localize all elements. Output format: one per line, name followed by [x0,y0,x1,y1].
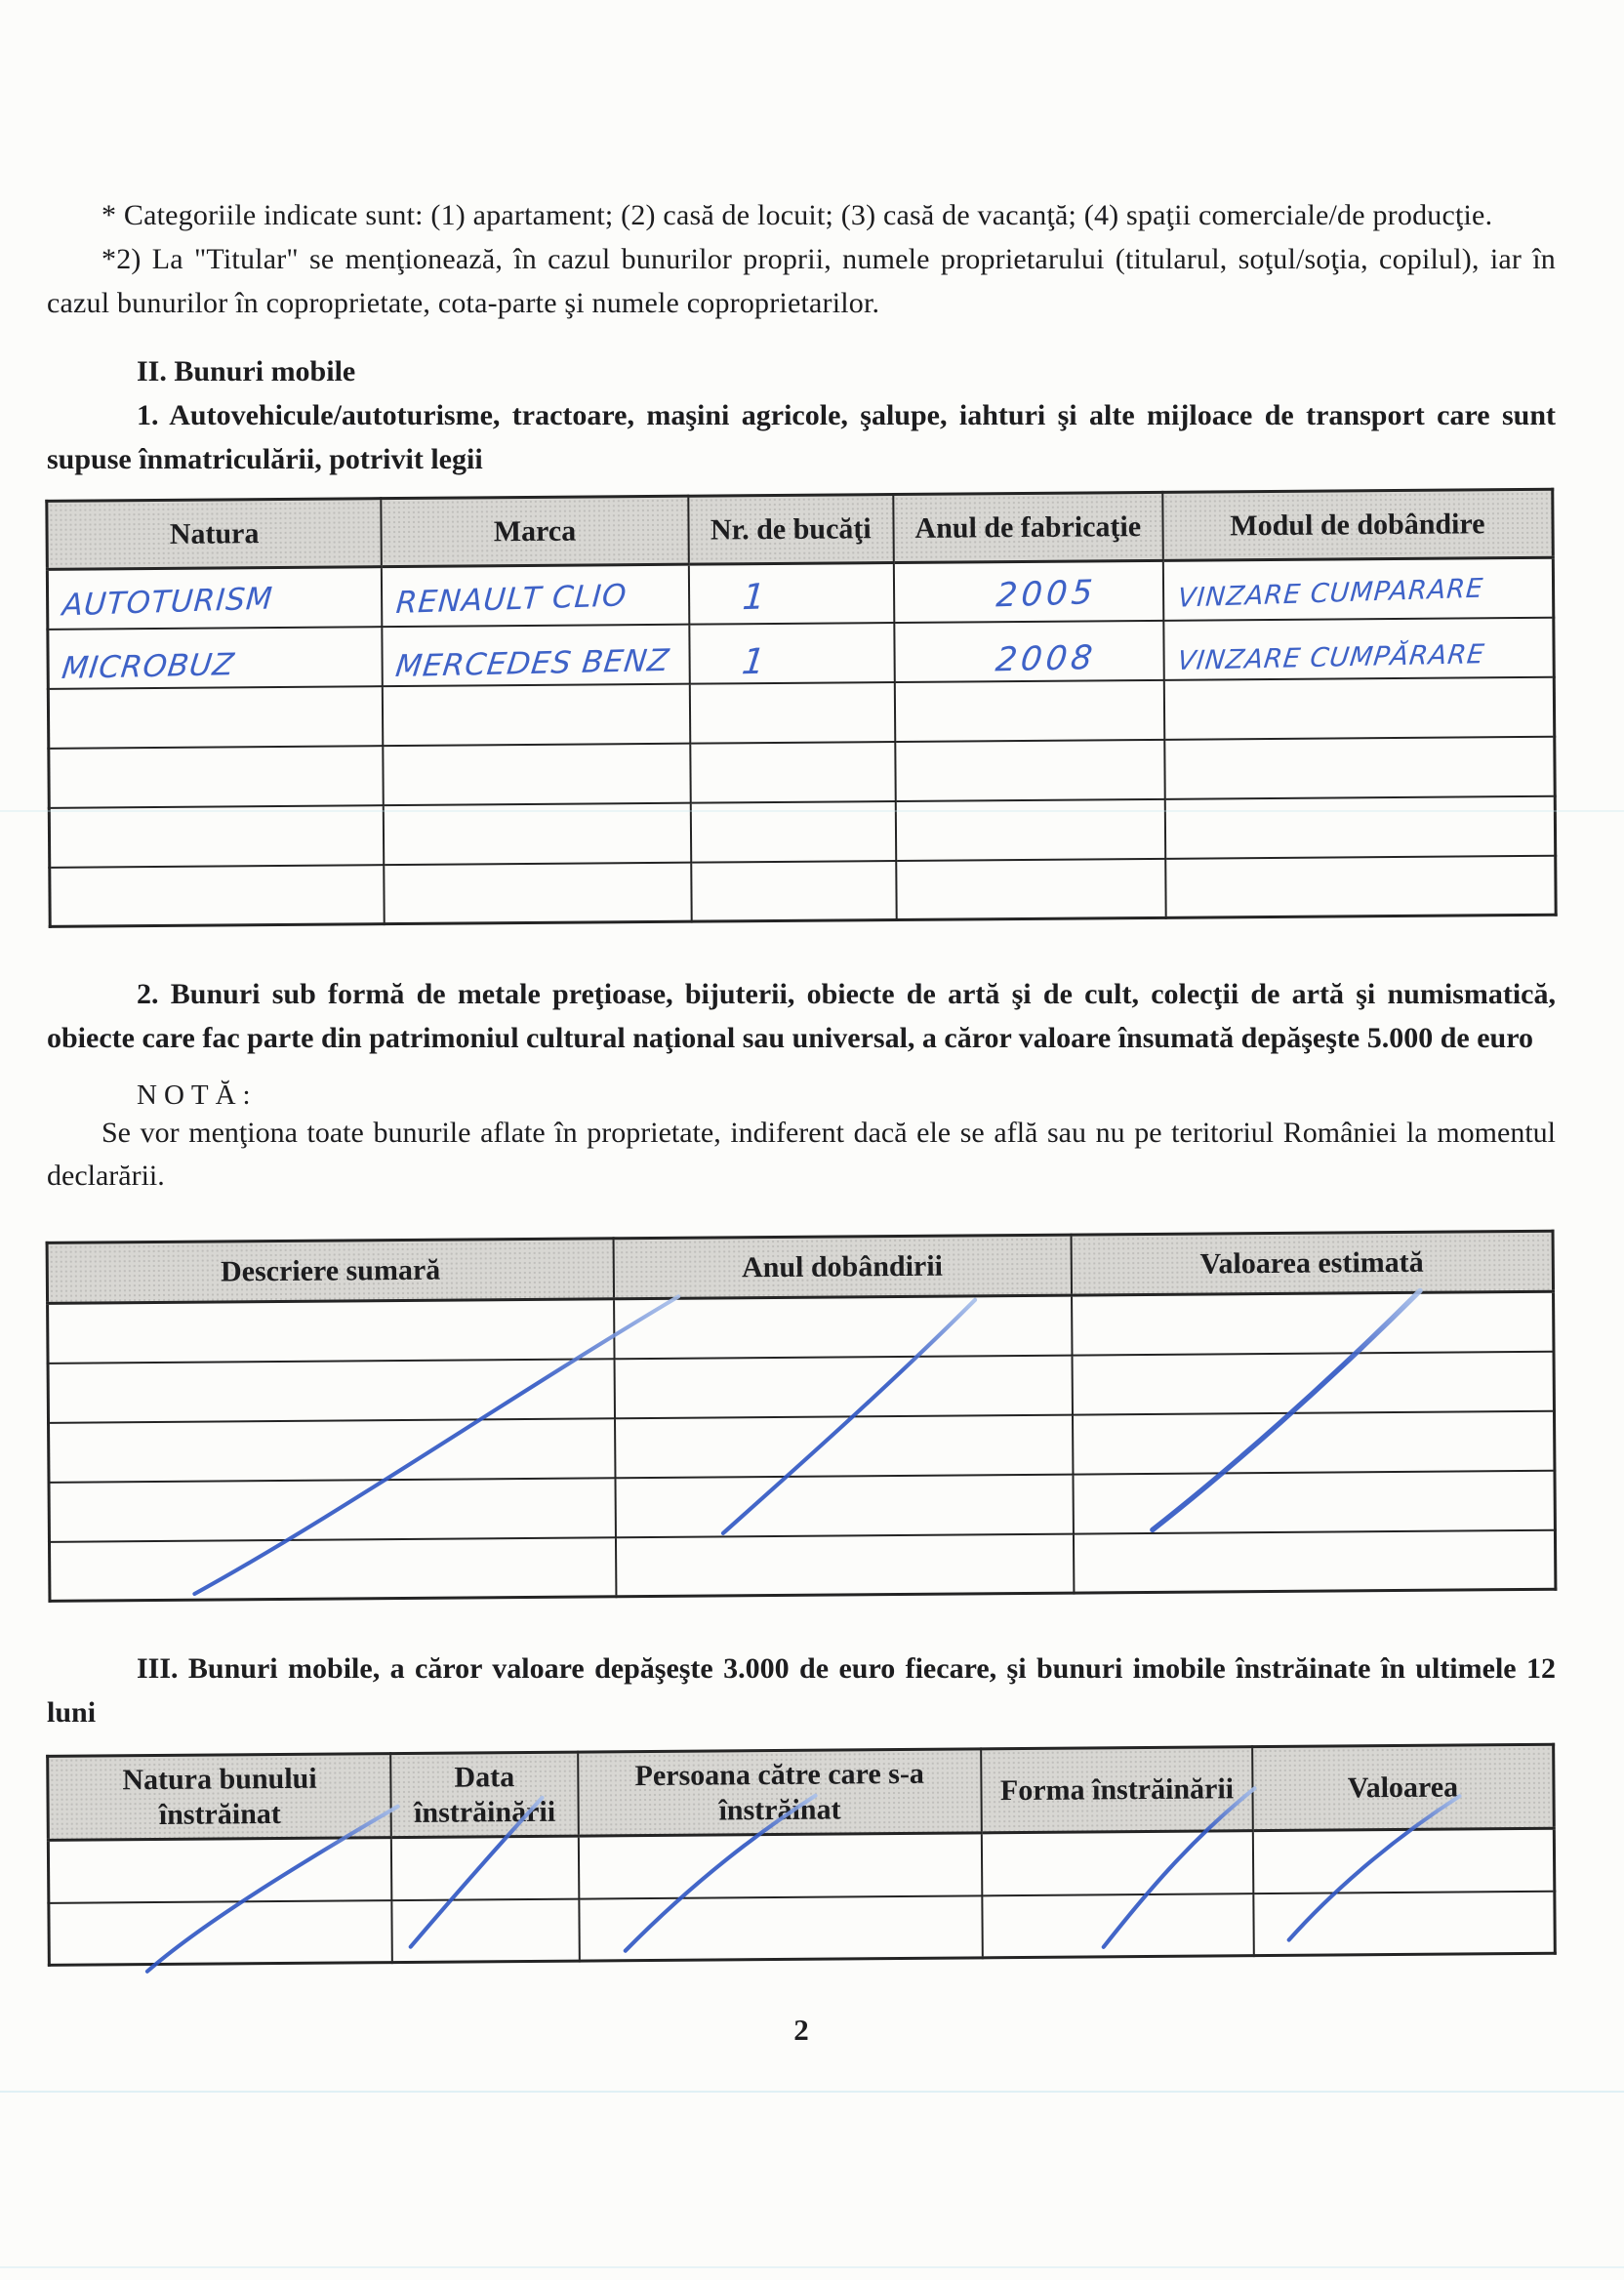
column-header-valoarea: Valoarea [1252,1744,1554,1830]
empty-cell [616,1533,1075,1597]
empty-cell [895,798,1165,860]
empty-cell [49,805,384,868]
empty-cell [383,683,690,745]
valuables-table [46,1230,1558,1603]
natura-cell [48,627,383,689]
empty-row [49,1891,1555,1965]
empty-cell [614,1295,1073,1359]
footnote-categories: * Categoriile indicate sunt: (1) apartament; (2) casă de locuit; (3) casă de vacanţă; (4) spaţii comerciale/de producţie. [102,199,1493,231]
nr-bucati-cell [689,623,894,684]
vehicles-header-row [47,489,1554,569]
empty-cell [690,682,895,744]
empty-cell [50,865,385,927]
section-3-title: III. Bunuri mobile, a căror valoare depăşeşte 3.000 de euro fiecare, şi bunuri imobile înstrăinate în ultimele 12 luni [47,1652,1556,1729]
handwritten-modul: VINZARE CUMPĂRARE [1175,638,1486,676]
marca-cell [382,564,689,626]
empty-cell [48,686,383,749]
valuables-table-wrap [46,1230,1558,1603]
empty-cell [894,679,1164,741]
empty-cell [896,858,1166,919]
modul-cell [1163,557,1554,620]
page-number: 2 [793,2013,809,2047]
column-header-anul-fabricatie: Anul de fabricaţie [893,492,1163,562]
alienated-header-row [48,1744,1555,1840]
empty-cell [1253,1891,1555,1955]
empty-cell [48,1299,615,1364]
natura-cell [47,567,382,630]
empty-row [49,1529,1555,1601]
empty-cell [49,1537,616,1602]
handwritten-anul: 2005 [994,573,1098,616]
empty-cell [383,743,690,804]
column-header-valoarea-estimata: Valoarea estimată [1071,1231,1553,1295]
empty-cell [982,1831,1253,1895]
handwritten-natura: MICROBUZ [60,647,237,687]
empty-cell [1073,1410,1555,1474]
empty-cell [49,1900,392,1966]
empty-cell [615,1474,1074,1537]
anul-cell [893,560,1163,622]
empty-cell [1072,1291,1554,1355]
column-header-data-instrainarii: Data înstrăinării [390,1752,578,1838]
empty-cell [1164,736,1555,798]
empty-cell [391,1836,579,1900]
empty-cell [1253,1828,1555,1893]
scan-artifact-line [0,2091,1624,2093]
empty-cell [1165,855,1556,917]
section-2-item-1-heading: 1. Autovehicule/autoturisme, tractoare, maşini agricole, şalupe, iahturi şi alte mijloace de transport care sunt supuse înmatriculării, potrivit legii [47,399,1556,475]
modul-cell [1163,617,1554,679]
handwritten-marca: MERCEDES BENZ [393,642,672,685]
vehicles-table-wrap [45,488,1557,928]
empty-row [50,855,1556,926]
handwritten-marca: RENAULT CLIO [394,578,629,622]
handwritten-natura: AUTOTURISM [61,581,275,624]
alienated-table-wrap [46,1743,1557,1967]
empty-cell [1164,676,1555,739]
empty-row [48,1828,1554,1902]
handwritten-modul: VINZARE CUMPARARE [1176,573,1485,614]
column-header-anul-dobandirii: Anul dobândirii [613,1235,1072,1299]
footnote-titular: *2) La "Titular" se menţionează, în cazul bunurilor proprii, numele proprietarului (titularul, soţul/soţia, copilul), iar în cazul bunurilor în coproprietate, cota-parte şi numele coproprietarilor. [47,243,1556,319]
column-header-persoana: Persoana către care s-a înstrăinat [578,1749,982,1836]
empty-cell [49,1418,616,1483]
empty-cell [691,861,896,922]
empty-cell [615,1414,1074,1478]
nota-text: Se vor menţiona toate bunurile aflate în proprietate, indiferent dacă ele se află sau nu pe teritoriul României la momentul declarării. [47,1117,1556,1192]
handwritten-nr: 1 [741,576,767,618]
empty-cell [579,1895,983,1961]
column-header-modul-dobandire: Modul de dobândire [1162,489,1553,560]
section-2-title: II. Bunuri mobile [137,355,356,387]
column-header-natura-bunului: Natura bunului înstrăinat [48,1754,391,1841]
empty-cell [982,1893,1253,1958]
anul-cell [894,620,1164,681]
section-2-item-2-heading: 2. Bunuri sub formă de metale preţioase, bijuterii, obiecte de artă şi de cult, colecţii de artă şi numismatică, obiecte care fac parte din patrimoniul cultural naţional sau universal, a căror valoare însumată depăşeşte 5.000 de euro [47,978,1556,1054]
empty-cell [1074,1529,1556,1593]
scan-artifact-line [0,2266,1624,2268]
empty-cell [614,1355,1073,1418]
empty-cell [578,1833,982,1898]
empty-cell [1073,1470,1555,1533]
handwritten-nr: 1 [739,641,768,682]
column-header-marca: Marca [381,496,688,566]
handwritten-anul: 2008 [993,638,1098,680]
empty-cell [384,862,691,923]
column-header-nr-bucati: Nr. de bucăţi [688,495,893,565]
empty-cell [48,1359,615,1423]
empty-cell [690,742,895,803]
empty-cell [1165,795,1556,858]
vehicles-table [45,488,1557,928]
empty-cell [48,1838,391,1903]
column-header-natura: Natura [47,499,382,570]
nr-bucati-cell [689,563,894,625]
alienated-table [46,1743,1557,1967]
nota-label: NOTĂ: [137,1079,258,1111]
marca-cell [382,624,689,685]
scan-artifact-line [0,810,1624,812]
empty-cell [1072,1351,1554,1414]
empty-cell [49,1478,616,1542]
empty-cell [392,1898,580,1963]
column-header-forma: Forma înstrăinării [981,1747,1252,1833]
column-header-descriere: Descriere sumară [47,1239,614,1304]
empty-cell [49,746,384,808]
empty-cell [895,739,1165,800]
